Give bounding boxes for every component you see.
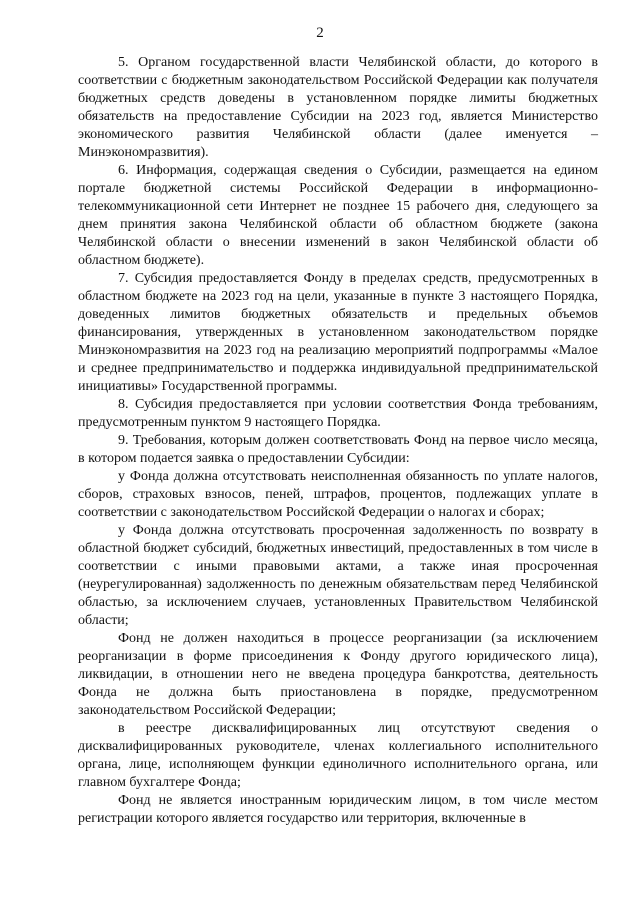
paragraph-5: 5. Органом государственной власти Челябинской области, до которого в соответствии с бюджетным законодательством Российской Федерации как получателя бюджетных средств доведены в установленном порядке лимиты бюджетных обязательств на предоставление Субсидии на 2023 год, является Министерство экономического развития Челябинской области (далее именуется – Минэкономразвития). [78,55,598,160]
paragraph-8: 8. Субсидия предоставляется при условии соответствия Фонда требованиям, предусмотренным пунктом 9 настоящего Порядка. [78,397,598,430]
requirement-foreign-entity: Фонд не является иностранным юридическим лицом, в том числе местом регистрации которого является государство или территория, включенные в [78,793,598,826]
requirement-overdue-debt: у Фонда должна отсутствовать просроченная задолженность по возврату в областной бюджет субсидий, бюджетных инвестиций, предоставленных в том числе в соответствии с иными правовыми актами, а также иная просроченная (неурегулированная) задолженность по денежным обязательствам перед Челябинской областью, за исключением случаев, установленных Правительством Челябинской области; [78,523,598,628]
document-body [78,54,598,828]
page-number: 2 [316,25,324,41]
requirement-reorganization: Фонд не должен находиться в процессе реорганизации (за исключением реорганизации в форме присоединения к Фонду другого юридического лица), ликвидации, в отношении него не введена процедура банкротства, деятельность Фонда не должна быть приостановлена в порядке, предусмотренном законодательством Российской Федерации; [78,631,598,718]
paragraph-9: 9. Требования, которым должен соответствовать Фонд на первое число месяца, в котором подается заявка о предоставлении Субсидии: [78,433,598,466]
paragraph-7: 7. Субсидия предоставляется Фонду в пределах средств, предусмотренных в областном бюджете на 2023 год на цели, указанные в пункте 3 настоящего Порядка, доведенных лимитов бюджетных обязательств и предельных объемов финансирования, утвержденных в установленном законодательством порядке Минэкономразвития на 2023 год на реализацию мероприятий подпрограммы «Малое и среднее предпринимательство и поддержка индивидуальной предпринимательской инициативы» Государственной программы. [78,271,598,394]
requirement-taxes: у Фонда должна отсутствовать неисполненная обязанность по уплате налогов, сборов, страховых взносов, пеней, штрафов, процентов, подлежащих уплате в соответствии с законодательством Российской Федерации о налогах и сборах; [78,469,598,520]
requirement-disqualified-persons: в реестре дисквалифицированных лиц отсутствуют сведения о дисквалифицированных руководителе, членах коллегиального исполнительного органа, лице, исполняющем функции единоличного исполнительного органа, или главном бухгалтере Фонда; [78,721,598,790]
paragraph-6: 6. Информация, содержащая сведения о Субсидии, размещается на едином портале бюджетной системы Российской Федерации в информационно-телекоммуникационной сети Интернет не позднее 15 рабочего дня, следующего за днем принятия закона Челябинской области об областном бюджете (закона Челябинской области о внесении изменений в закон Челябинской области об областном бюджете). [78,163,598,268]
